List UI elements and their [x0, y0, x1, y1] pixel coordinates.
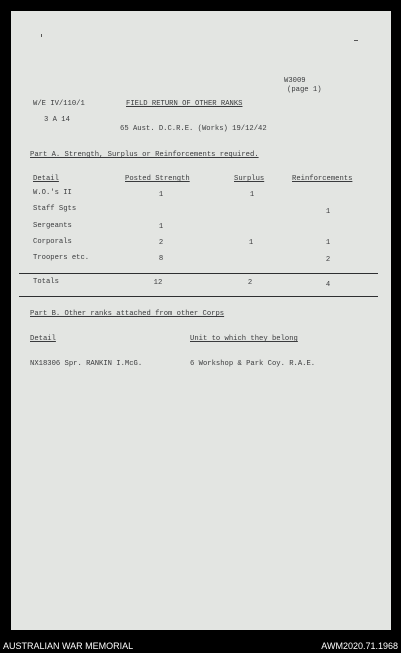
row-surplus: 1 — [249, 191, 255, 199]
totals-surplus: 2 — [247, 279, 253, 287]
footer-accession-number: AWM2020.71.1968 — [321, 641, 398, 651]
part-a-heading: Part A. Strength, Surplus or Reinforcements required. — [30, 151, 259, 159]
part-b-heading: Part B. Other ranks attached from other Corps — [30, 310, 225, 318]
archive-footer — [0, 639, 401, 653]
table-rule — [19, 273, 378, 274]
part-b-column-detail: Detail — [30, 335, 56, 343]
part-b-entry-detail: NX18306 Spr. RANKIN I.McG. — [30, 360, 143, 368]
row-reinforcements: 1 — [325, 208, 331, 216]
document-title: FIELD RETURN OF OTHER RANKS — [126, 100, 243, 108]
row-detail: Sergeants — [33, 222, 72, 230]
part-b-entry-unit: 6 Workshop & Park Coy. R.A.E. — [190, 360, 316, 368]
unit-line: 65 Aust. D.C.R.E. (Works) 19/12/42 — [120, 125, 267, 133]
footer-institution: AUSTRALIAN WAR MEMORIAL — [3, 641, 134, 651]
document-reference: W3009 — [284, 77, 306, 85]
row-detail: Troopers etc. — [33, 254, 90, 262]
row-detail: Staff Sgts — [33, 205, 77, 213]
ink-mark — [41, 34, 42, 37]
column-header-reinforcements: Reinforcements — [292, 175, 353, 183]
row-reinforcements: 2 — [325, 256, 331, 264]
table-rule — [19, 296, 378, 297]
document-page — [11, 11, 391, 630]
row-posted: 2 — [158, 239, 164, 247]
part-b-column-unit: Unit to which they belong — [190, 335, 298, 343]
row-posted: 1 — [158, 223, 164, 231]
totals-reinforcements: 4 — [325, 281, 331, 289]
row-detail: W.O.'s II — [33, 189, 72, 197]
file-subreference: 3 A 14 — [44, 116, 70, 124]
totals-label: Totals — [33, 278, 59, 286]
row-detail: Corporals — [33, 238, 72, 246]
column-header-surplus: Surplus — [234, 175, 265, 183]
row-posted: 8 — [158, 255, 164, 263]
column-header-detail: Detail — [33, 175, 59, 183]
file-reference: W/E IV/110/1 — [33, 100, 85, 108]
column-header-posted-strength: Posted Strength — [125, 175, 190, 183]
page-label: (page 1) — [287, 86, 322, 94]
totals-posted: 12 — [153, 279, 163, 287]
row-posted: 1 — [158, 191, 164, 199]
ink-mark — [354, 40, 358, 41]
row-surplus: 1 — [248, 239, 254, 247]
row-reinforcements: 1 — [325, 239, 331, 247]
